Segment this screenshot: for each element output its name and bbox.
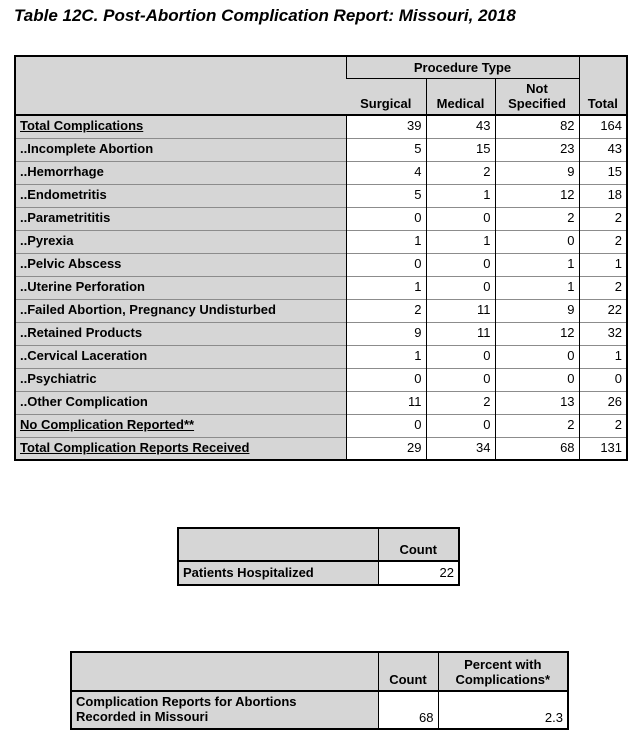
- row-label: ..Pelvic Abscess: [15, 253, 346, 276]
- value-not-specified: 0: [495, 230, 579, 253]
- value-not-specified: 1: [495, 276, 579, 299]
- value-not-specified: 2: [495, 414, 579, 437]
- value-not-specified: 0: [495, 368, 579, 391]
- value-percent: 2.3: [438, 691, 568, 729]
- value-not-specified: 82: [495, 115, 579, 138]
- col-header-percent: Percent with Complications*: [438, 652, 568, 691]
- value-medical: 15: [426, 138, 495, 161]
- value-medical: 0: [426, 414, 495, 437]
- value-total: 2: [579, 230, 627, 253]
- value-not-specified: 2: [495, 207, 579, 230]
- value-total: 1: [579, 345, 627, 368]
- table-row: [15, 207, 627, 230]
- row-label: Patients Hospitalized: [178, 561, 378, 585]
- col-header-count: Count: [378, 652, 438, 691]
- table-row: [15, 368, 627, 391]
- complications-table: [14, 55, 628, 461]
- table-row: [15, 184, 627, 207]
- value-surgical: 1: [346, 230, 426, 253]
- value-medical: 2: [426, 391, 495, 414]
- value-surgical: 11: [346, 391, 426, 414]
- value-medical: 0: [426, 276, 495, 299]
- value-total: 43: [579, 138, 627, 161]
- table-row: [15, 345, 627, 368]
- table-row: [15, 230, 627, 253]
- table-row: [15, 322, 627, 345]
- value-medical: 43: [426, 115, 495, 138]
- col-header-total: Total: [579, 56, 627, 115]
- value-medical: 11: [426, 322, 495, 345]
- empty-corner-cell: [15, 56, 346, 115]
- value-not-specified: 68: [495, 437, 579, 460]
- row-label: ..Hemorrhage: [15, 161, 346, 184]
- row-label: Total Complication Reports Received: [15, 437, 346, 460]
- table-row: [15, 115, 627, 138]
- value-not-specified: 13: [495, 391, 579, 414]
- row-label: ..Cervical Laceration: [15, 345, 346, 368]
- row-label: ..Retained Products: [15, 322, 346, 345]
- value-surgical: 5: [346, 184, 426, 207]
- value-surgical: 2: [346, 299, 426, 322]
- value-medical: 1: [426, 230, 495, 253]
- table-row: [15, 437, 627, 460]
- value-not-specified: 1: [495, 253, 579, 276]
- col-header-medical: Medical: [426, 78, 495, 115]
- value-total: 2: [579, 207, 627, 230]
- value-total: 22: [579, 299, 627, 322]
- col-header-not-specified: Not Specified: [495, 78, 579, 115]
- value-surgical: 5: [346, 138, 426, 161]
- value-medical: 11: [426, 299, 495, 322]
- row-label-line2: Recorded in Missouri: [76, 709, 209, 724]
- value-not-specified: 0: [495, 345, 579, 368]
- value-total: 26: [579, 391, 627, 414]
- value-not-specified: 9: [495, 299, 579, 322]
- table-row: [15, 299, 627, 322]
- row-label: ..Incomplete Abortion: [15, 138, 346, 161]
- value-medical: 0: [426, 368, 495, 391]
- value-total: 164: [579, 115, 627, 138]
- value-not-specified: 12: [495, 322, 579, 345]
- table-row: [15, 161, 627, 184]
- table-row: [15, 138, 627, 161]
- value-not-specified: 23: [495, 138, 579, 161]
- value-total: 2: [579, 276, 627, 299]
- table-row: [15, 391, 627, 414]
- value-surgical: 0: [346, 253, 426, 276]
- row-label: [71, 691, 378, 729]
- value-count: 68: [378, 691, 438, 729]
- row-label: ..Uterine Perforation: [15, 276, 346, 299]
- value-total: 32: [579, 322, 627, 345]
- value-medical: 0: [426, 253, 495, 276]
- row-label: ..Endometritis: [15, 184, 346, 207]
- value-medical: 2: [426, 161, 495, 184]
- value-total: 131: [579, 437, 627, 460]
- table-row: [15, 253, 627, 276]
- value-surgical: 9: [346, 322, 426, 345]
- row-label: ..Parametrititis: [15, 207, 346, 230]
- empty-corner-cell: [71, 652, 378, 691]
- value-surgical: 0: [346, 207, 426, 230]
- table-row: [15, 414, 627, 437]
- row-label: Total Complications: [15, 115, 346, 138]
- value-total: 2: [579, 414, 627, 437]
- table-row: [178, 561, 459, 585]
- value-medical: 1: [426, 184, 495, 207]
- column-header-row: [71, 652, 568, 691]
- page-title: Table 12C. Post-Abortion Complication Report: Missouri, 2018: [14, 6, 516, 25]
- row-label: ..Failed Abortion, Pregnancy Undisturbed: [15, 299, 346, 322]
- row-label: ..Other Complication: [15, 391, 346, 414]
- value-surgical: 0: [346, 368, 426, 391]
- value-medical: 34: [426, 437, 495, 460]
- value-count: 22: [378, 561, 459, 585]
- value-surgical: 39: [346, 115, 426, 138]
- column-header-row: [178, 528, 459, 561]
- col-header-count: Count: [378, 528, 459, 561]
- value-medical: 0: [426, 207, 495, 230]
- percent-table: [70, 651, 569, 730]
- col-group-header: Procedure Type: [346, 56, 579, 78]
- group-header-row: [15, 56, 627, 78]
- value-medical: 0: [426, 345, 495, 368]
- value-total: 0: [579, 368, 627, 391]
- value-not-specified: 9: [495, 161, 579, 184]
- col-header-surgical: Surgical: [346, 78, 426, 115]
- value-surgical: 1: [346, 276, 426, 299]
- value-surgical: 0: [346, 414, 426, 437]
- value-not-specified: 12: [495, 184, 579, 207]
- value-total: 18: [579, 184, 627, 207]
- value-surgical: 4: [346, 161, 426, 184]
- value-surgical: 29: [346, 437, 426, 460]
- value-total: 1: [579, 253, 627, 276]
- hospitalized-table: [177, 527, 460, 586]
- table-row: [15, 276, 627, 299]
- row-label: ..Pyrexia: [15, 230, 346, 253]
- value-surgical: 1: [346, 345, 426, 368]
- row-label: No Complication Reported**: [15, 414, 346, 437]
- empty-corner-cell: [178, 528, 378, 561]
- table-row: [71, 691, 568, 729]
- row-label-line1: Complication Reports for Abortions: [76, 694, 297, 710]
- value-total: 15: [579, 161, 627, 184]
- row-label: ..Psychiatric: [15, 368, 346, 391]
